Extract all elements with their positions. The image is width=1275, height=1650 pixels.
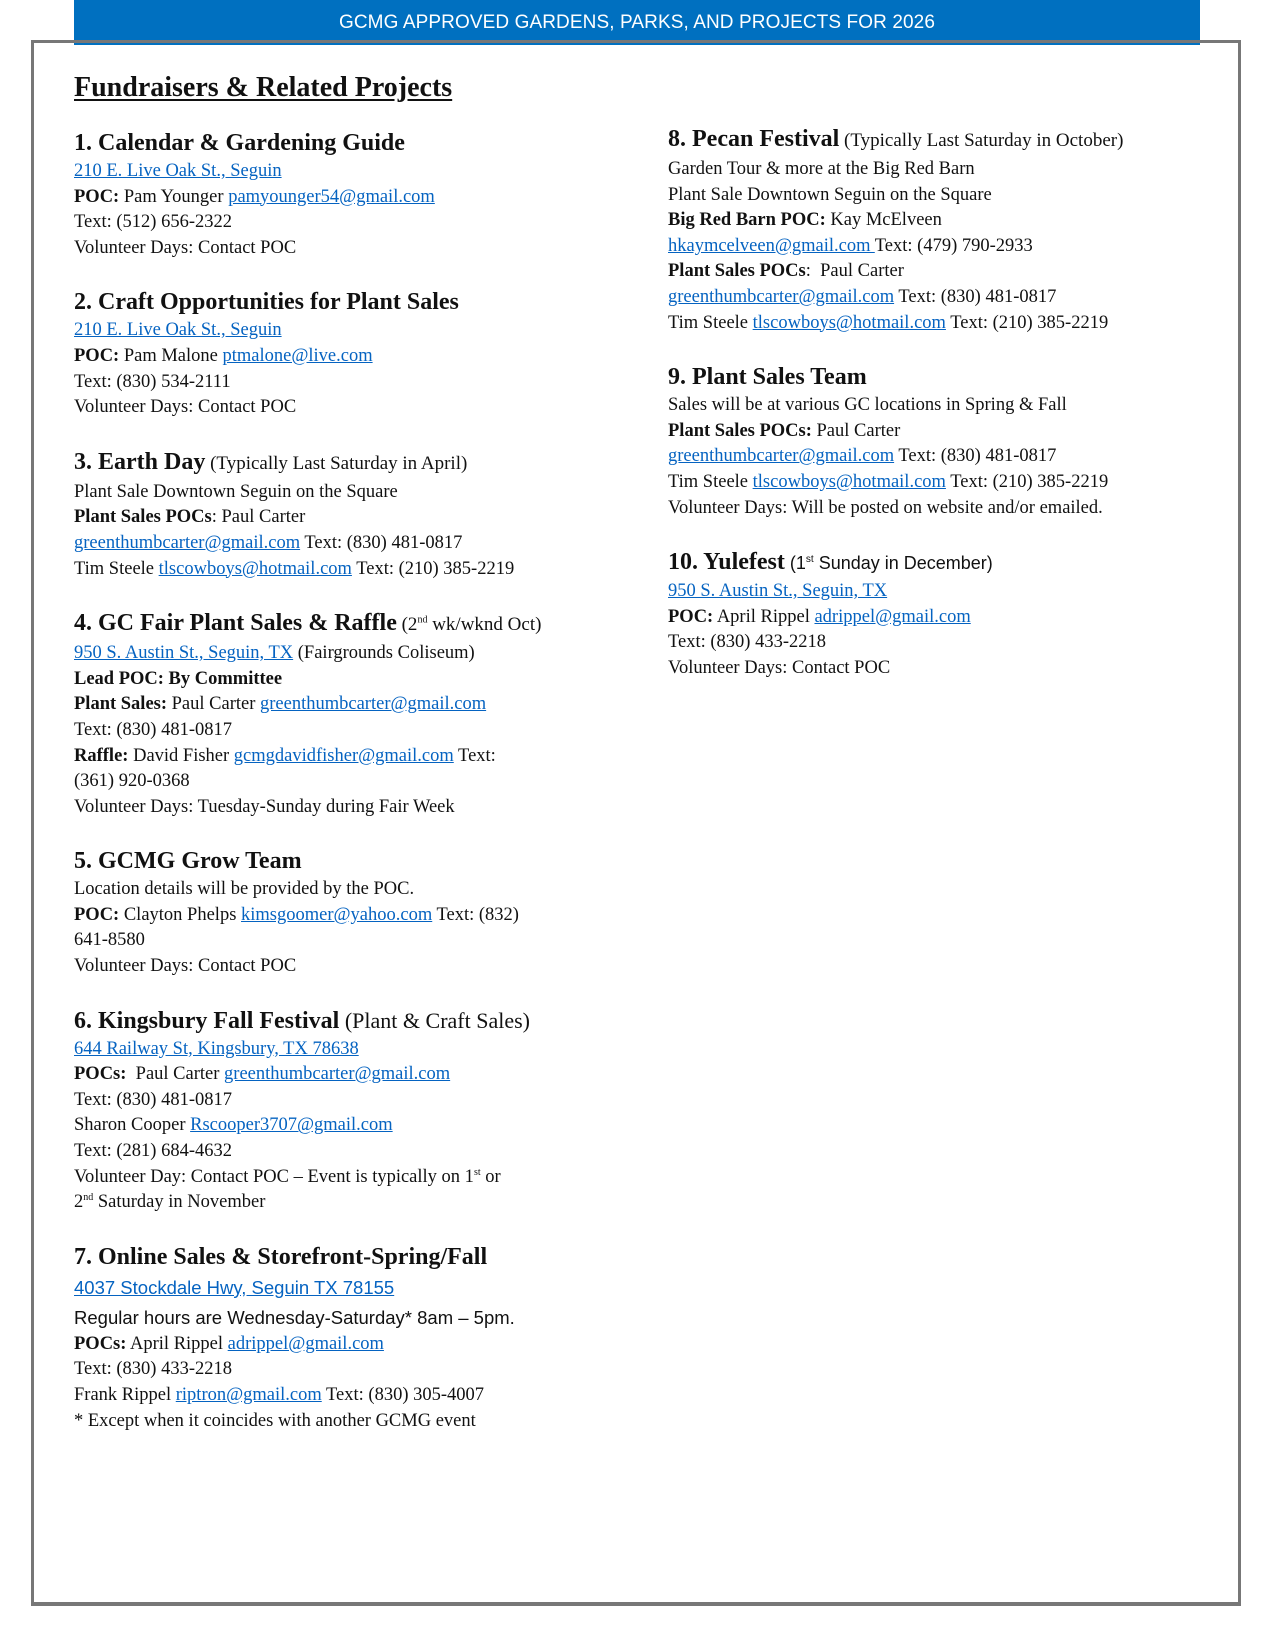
poc-label: Plant Sales POCs: — [668, 420, 812, 441]
project-schedule: (Typically Last Saturday in October) — [839, 130, 1124, 151]
volunteer-days: Volunteer Days: Contact POC — [74, 397, 297, 418]
address-link[interactable]: 644 Railway St, Kingsbury, TX 78638 — [74, 1038, 359, 1059]
address-link[interactable]: 4037 Stockdale Hwy, Seguin TX 78155 — [74, 1276, 395, 1298]
poc-label: Plant Sales POCs — [74, 507, 212, 528]
ordinal-suffix: nd — [83, 1192, 94, 1204]
raffle-label: Raffle: — [74, 745, 129, 766]
page-banner: GCMG APPROVED GARDENS, PARKS, AND PROJECTS FOR 2026 — [74, 0, 1200, 45]
address-link[interactable]: 210 E. Live Oak St., Seguin — [74, 161, 282, 181]
poc-label: POCs: — [74, 1064, 127, 1085]
poc-email-link[interactable]: greenthumbcarter@gmail.com — [74, 532, 301, 553]
poc-email-link[interactable]: tlscowboys@hotmail.com — [158, 558, 352, 579]
left-column — [74, 128, 634, 1460]
poc-name: Paul Carter — [126, 1064, 225, 1085]
volunteer-days: or — [480, 1166, 501, 1187]
poc-phone: Text: (830) 481-0817 — [74, 719, 232, 740]
poc-email-link[interactable]: gcmgdavidfisher@gmail.com — [233, 745, 454, 766]
poc-name: Pam Malone — [119, 345, 223, 366]
project-schedule: (Typically Last Saturday in April) — [205, 452, 468, 474]
phone-label: Text: — [453, 745, 496, 766]
poc-email-link[interactable]: ptmalone@live.com — [222, 345, 373, 366]
project-title: 1. Calendar & Gardening Guide — [74, 130, 405, 156]
poc-name: Tim Steele — [668, 312, 753, 333]
poc-name: : Paul Carter — [805, 261, 904, 282]
poc-name: Pam Younger — [119, 186, 229, 207]
poc-phone: (361) 920-0368 — [74, 771, 190, 792]
poc-phone: Text: (830) 433-2218 — [668, 632, 826, 653]
ordinal-suffix: st — [473, 1166, 481, 1178]
poc-phone: Text: (830) 481-0817 — [74, 1089, 232, 1110]
poc-phone: Text: (832) — [432, 904, 519, 925]
poc-label: POC: — [668, 606, 714, 627]
store-hours: Regular hours are Wednesday-Saturday* 8am – 5pm. — [74, 1306, 515, 1328]
volunteer-days: Volunteer Day: Contact POC – Event is typically on 1 — [74, 1166, 474, 1187]
project-yulefest — [668, 547, 1228, 681]
poc-phone: Text: (210) 385-2219 — [945, 312, 1109, 333]
address-link[interactable]: 950 S. Austin St., Seguin, TX — [74, 643, 294, 664]
poc-email-link[interactable]: kimsgoomer@yahoo.com — [241, 904, 433, 925]
poc-name: Paul Carter — [811, 420, 901, 441]
project-craft-opportunities — [74, 287, 634, 420]
poc-phone: Text: (830) 481-0817 — [300, 532, 463, 553]
poc-phone-continued: 641-8580 — [74, 930, 145, 951]
poc-phone: Text: (479) 790-2933 — [874, 235, 1033, 256]
poc-phone: Text: (830) 481-0817 — [894, 446, 1057, 467]
poc-name: David Fisher — [128, 745, 234, 766]
poc-email-link[interactable]: hkaymcelveen@gmail.com — [668, 235, 875, 256]
footnote: * Except when it coincides with another GCMG event — [74, 1410, 476, 1431]
address-note: (Fairgrounds Coliseum) — [293, 643, 475, 664]
project-description: Location details will be provided by the POC. — [74, 879, 415, 900]
project-title: 6. Kingsbury Fall Festival — [74, 1007, 340, 1034]
poc-name: Frank Rippel — [74, 1385, 176, 1405]
project-title: 2. Craft Opportunities for Plant Sales — [74, 289, 459, 316]
poc-phone: Text: (830) 305-4007 — [321, 1385, 485, 1405]
right-column — [668, 124, 1228, 708]
project-pecan-festival — [668, 124, 1228, 336]
address-link[interactable]: 950 S. Austin St., Seguin, TX — [668, 581, 888, 602]
poc-name: Sharon Cooper — [74, 1115, 191, 1136]
poc-email-link[interactable]: greenthumbcarter@gmail.com — [668, 446, 895, 467]
poc-label: POC: — [74, 186, 120, 207]
project-title: 8. Pecan Festival — [668, 126, 840, 152]
poc-name: Tim Steele — [668, 471, 753, 492]
volunteer-days: Saturday in November — [93, 1192, 266, 1213]
project-title: 5. GCMG Grow Team — [74, 848, 302, 875]
poc-name: Clayton Phelps — [119, 904, 242, 925]
project-description: Garden Tour & more at the Big Red Barn — [668, 159, 975, 179]
schedule-text: Sunday in December) — [813, 553, 993, 574]
project-title: 9. Plant Sales Team — [668, 364, 867, 391]
plant-sales-label: Plant Sales: — [74, 694, 168, 715]
volunteer-days: Volunteer Days: Tuesday-Sunday during Fair Week — [74, 796, 455, 817]
poc-phone: Text: (830) 481-0817 — [894, 286, 1057, 307]
poc-label: Plant Sales POCs — [668, 261, 806, 282]
poc-email-link[interactable]: greenthumbcarter@gmail.com — [224, 1064, 451, 1085]
poc-label: POC: — [74, 904, 120, 925]
volunteer-days: Volunteer Days: Contact POC — [74, 956, 297, 977]
project-title: 3. Earth Day — [74, 448, 206, 475]
poc-name: April Rippel — [713, 606, 815, 627]
volunteer-days: Volunteer Days: Contact POC — [74, 237, 297, 258]
poc-phone: Text: (512) 656-2322 — [74, 212, 232, 233]
project-description: Plant Sale Downtown Seguin on the Square — [74, 481, 398, 502]
schedule-text: (1 — [784, 553, 806, 574]
poc-phone: Text: (210) 385-2219 — [945, 471, 1109, 492]
poc-phone: Text: (281) 684-4632 — [74, 1141, 232, 1162]
poc-phone: Text: (830) 433-2218 — [74, 1359, 232, 1380]
schedule-text: (2 — [396, 614, 418, 636]
project-title: 10. Yulefest — [668, 549, 785, 576]
poc-name: April Rippel — [126, 1333, 228, 1354]
poc-phone: Text: (210) 385-2219 — [351, 558, 515, 579]
project-description: Sales will be at various GC locations in Spring & Fall — [668, 395, 1067, 416]
volunteer-days: 2 — [74, 1192, 84, 1213]
poc-email-link[interactable]: greenthumbcarter@gmail.com — [260, 694, 487, 715]
poc-name: : Paul Carter — [211, 507, 306, 528]
poc-email-link[interactable]: pamyounger54@gmail.com — [228, 186, 435, 207]
poc-email-link[interactable]: tlscowboys@hotmail.com — [752, 312, 946, 333]
poc-label: Big Red Barn POC: — [668, 210, 826, 231]
poc-email-link[interactable]: riptron@gmail.com — [175, 1385, 322, 1405]
project-earth-day — [74, 447, 634, 582]
poc-email-link[interactable]: tlscowboys@hotmail.com — [752, 471, 946, 492]
project-plant-sales-team — [668, 362, 1228, 521]
poc-name: Kay McElveen — [825, 210, 942, 231]
section-title: Fundraisers & Related Projects — [74, 72, 453, 103]
poc-email-link[interactable]: adrippel@gmail.com — [814, 606, 971, 627]
address-link[interactable]: 210 E. Live Oak St., Seguin — [74, 320, 282, 341]
project-schedule: (Plant & Craft Sales) — [339, 1007, 530, 1033]
project-kingsbury-festival — [74, 1006, 634, 1216]
project-grow-team — [74, 846, 634, 979]
poc-name: Tim Steele — [74, 558, 159, 579]
schedule-text: wk/wknd Oct) — [427, 614, 542, 636]
project-calendar-guide — [74, 128, 634, 261]
poc-name: Paul Carter — [167, 694, 261, 715]
poc-label: POCs: — [74, 1333, 127, 1354]
poc-email-link[interactable]: greenthumbcarter@gmail.com — [668, 286, 895, 307]
poc-email-link[interactable]: adrippel@gmail.com — [227, 1333, 384, 1354]
volunteer-days: Volunteer Days: Will be posted on website and/or emailed. — [668, 497, 1103, 518]
ordinal-suffix: st — [805, 554, 814, 566]
project-description: Plant Sale Downtown Seguin on the Square — [668, 184, 992, 205]
poc-label: POC: — [74, 345, 120, 366]
lead-poc: Lead POC: By Committee — [74, 668, 283, 689]
project-schedule — [785, 553, 993, 573]
project-online-sales — [74, 1242, 634, 1434]
ordinal-suffix: nd — [417, 614, 428, 626]
project-gc-fair — [74, 608, 634, 820]
volunteer-days: Volunteer Days: Contact POC — [668, 657, 891, 678]
project-title: 4. GC Fair Plant Sales & Raffle — [74, 610, 397, 637]
project-title: 7. Online Sales & Storefront-Spring/Fall — [74, 1243, 488, 1270]
project-schedule — [397, 614, 542, 635]
poc-email-link[interactable]: Rscooper3707@gmail.com — [190, 1115, 393, 1136]
poc-phone: Text: (830) 534-2111 — [74, 371, 231, 392]
